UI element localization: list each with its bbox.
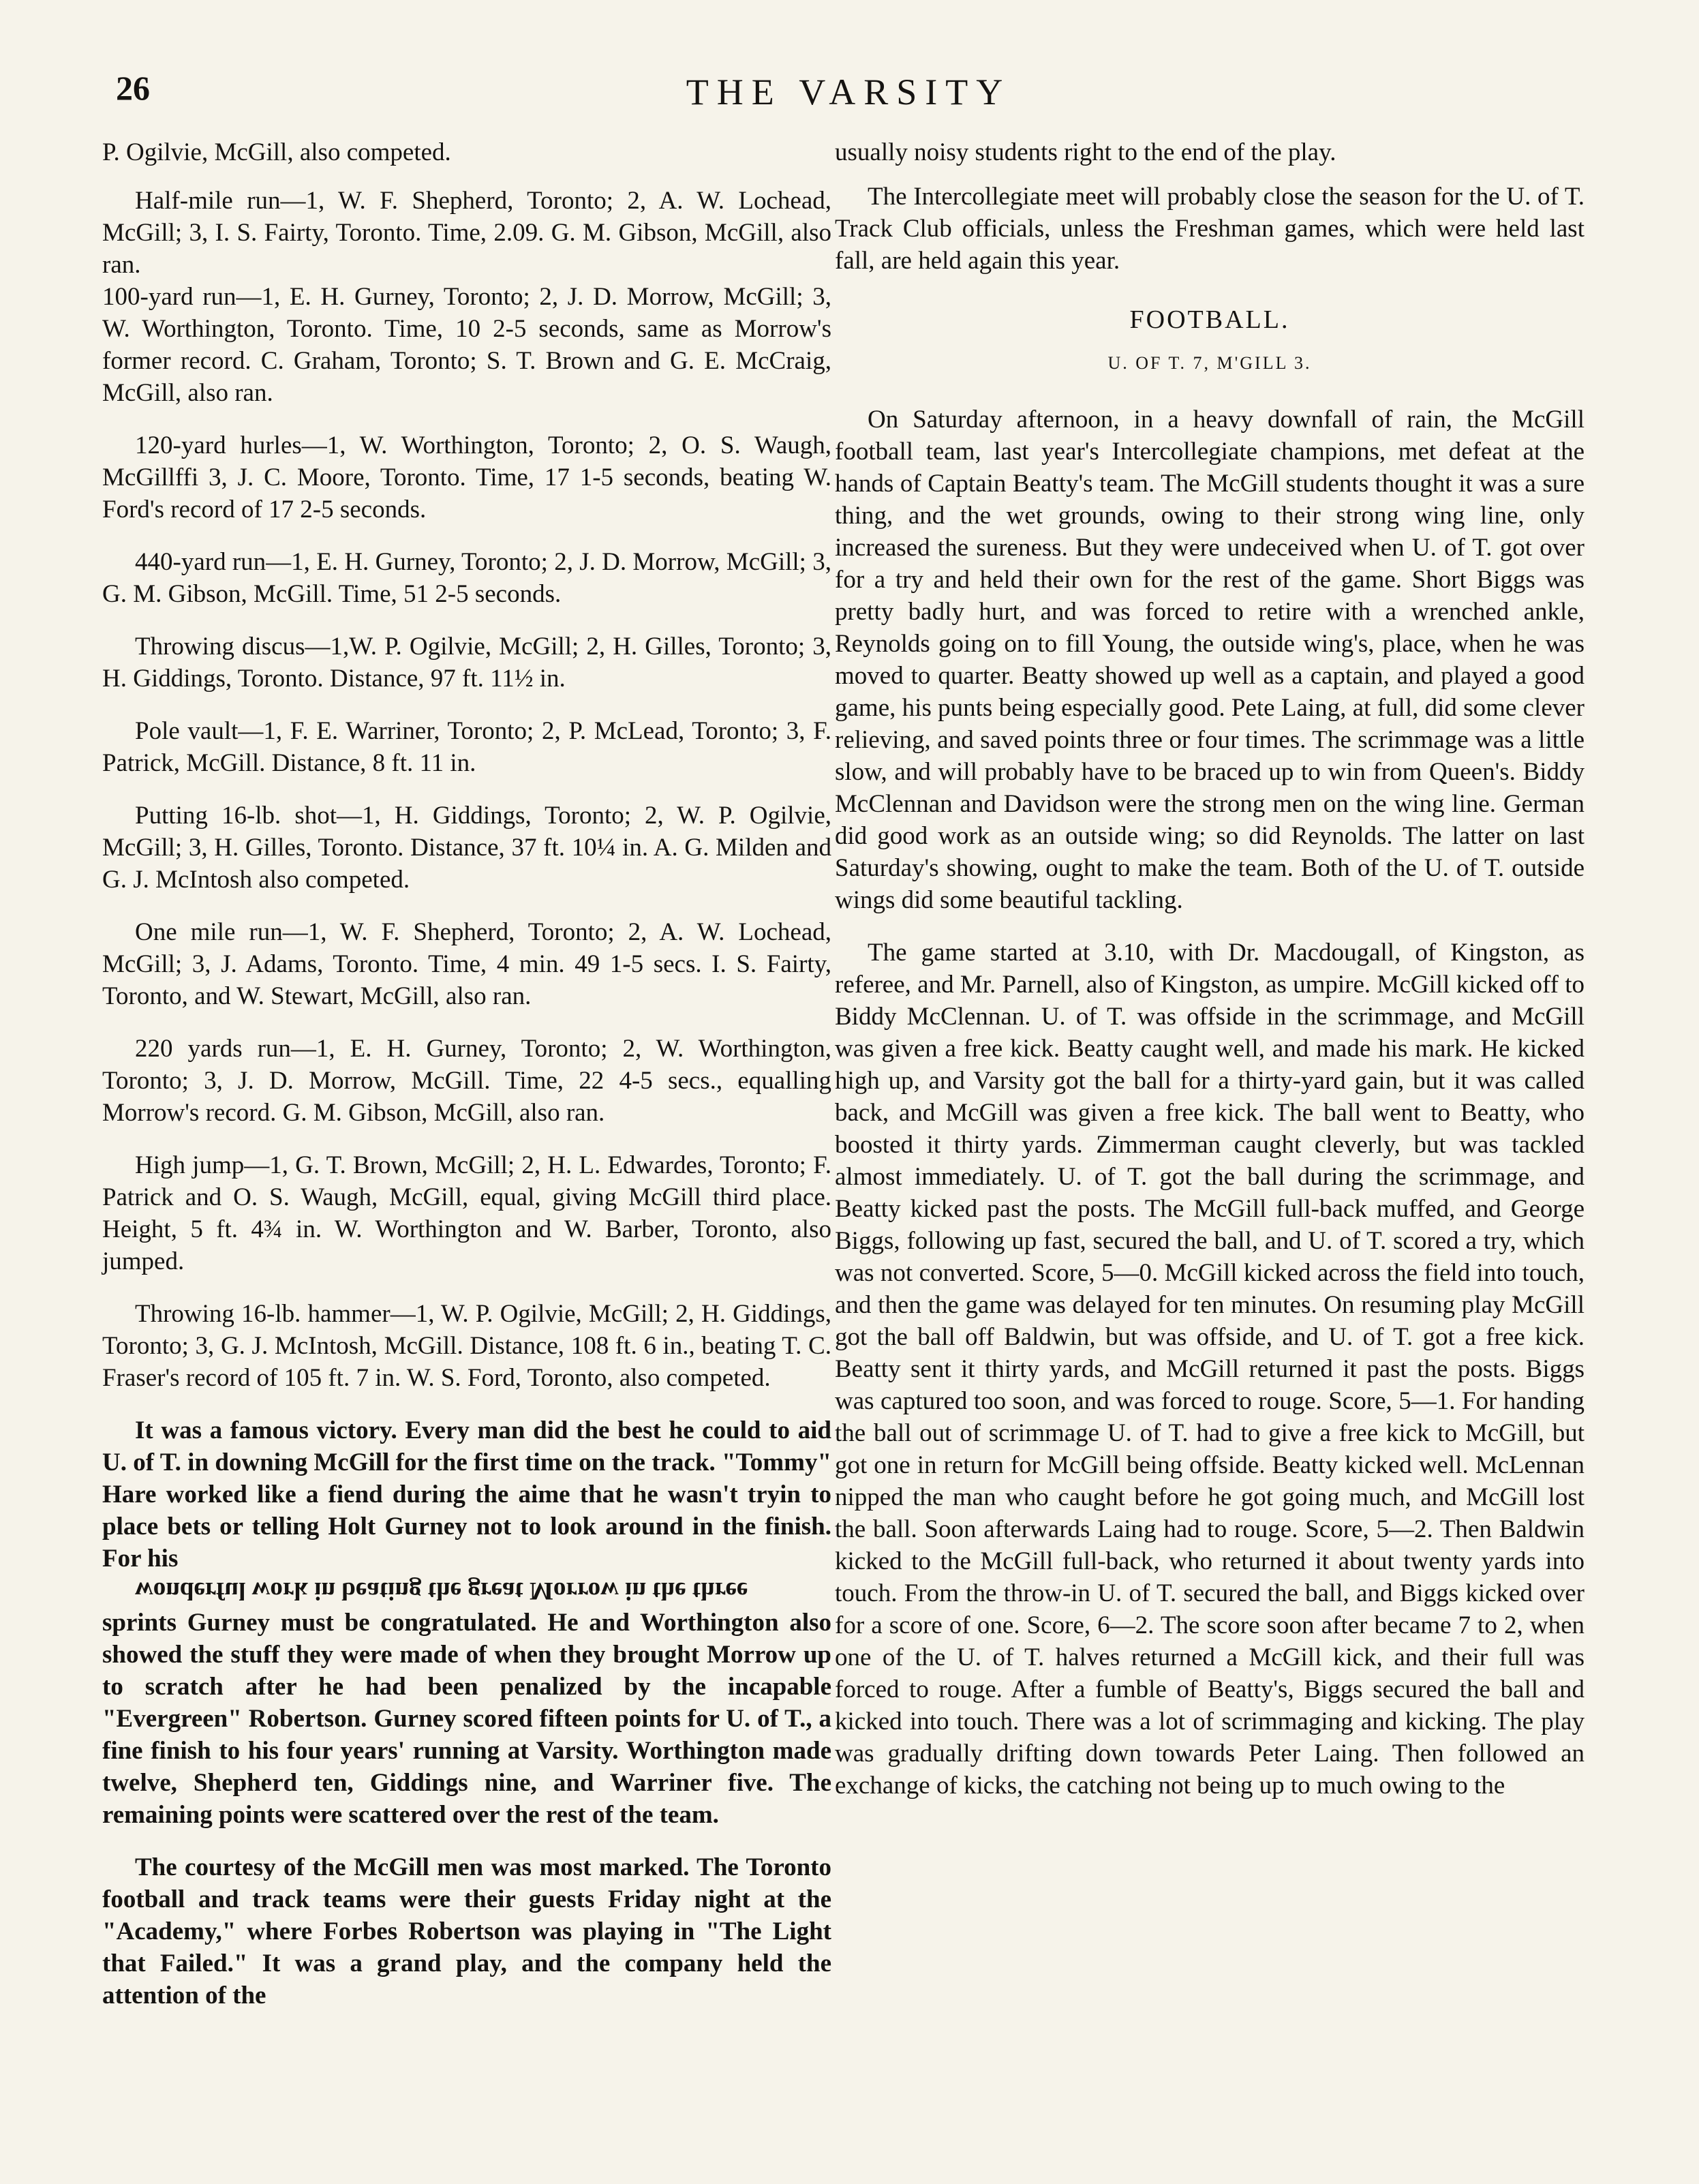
result-paragraph: Half-mile run—1, W. F. Shepherd, Toronto; 2, A. W. Lochead, McGill; 3, I. S. Fairty, Toronto. Time, 2.09. G. M. Gibson, McGill, also ran. — [102, 187, 831, 279]
victory-text-part1: It was a famous victory. Every man did the best he could to aid U. of T. in downing McGill for the first time on the track. "Tommy" Hare worked like a fiend during the aime that he wasn't tryin to place bets or telling Holt Gurney not to look around in the finish. For his — [102, 1416, 831, 1573]
courtesy-paragraph: The courtesy of the McGill men was most marked. The Toronto football and track teams were their guests Friday night at the "Academy," where Forbes Robertson was playing in "The Light that Failed." It was a grand play, and the company held the attention of the — [102, 1853, 831, 2009]
left-column — [102, 136, 831, 2032]
result-paragraph: Throwing 16-lb. hammer—1, W. P. Ogilvie, McGill; 2, H. Giddings, Toronto; 3, G. J. McIntosh, McGill. Distance, 108 ft. 6 in., beating T. C. Fraser's record of 105 ft. 7 in. W. S. Ford, Toronto, also competed. — [102, 1300, 831, 1392]
football-paragraph: The game started at 3.10, with Dr. Macdougall, of Kingston, as referee, and Mr. Parnell, also of Kingston, as umpire. McGill kicked off to Biddy McClennan. U. of T. was offside in the scrimmage, and McGill was given a free kick. Beatty caught well, and made his mark. He kicked high up, and Varsity got the ball for a thirty-yard gain, but it was called back, and McGill was given a free kick. The ball went to Beatty, who boosted it thirty yards. Zimmerman caught cleverly, but was tackled almost immediately. U. of T. got the ball during the scrimmage, and Beatty kicked past the posts. The McGill full-back muffed, and George Biggs, following up fast, secured the ball, and U. of T. scored a try, which was not converted. Score, 5—0. McGill kicked across the field into touch, and then the game was delayed for ten minutes. On resuming play McGill got the ball off Baldwin, but was offside, and U. of T. got a free kick. Beatty sent it thirty yards, and McGill returned it past the posts. Biggs was captured too soon, and was forced to rouge. Score, 5—1. For handing the ball out of scrimmage U. of T. had to give a free kick to McGill, but got one in return for McGill being offside. Beatty kicked well. McLennan nipped the man who caught before he got going much, and McGill lost the ball. Soon afterwards Laing had to rouge. Score, 5—2. Then Baldwin kicked to the McGill full-back, who returned it about twenty yards into touch. From the throw-in U. of T. secured the ball, and Biggs kicked over for a score of one. Score, 6—2. The score soon after became 7 to 2, when one of the U. of T. halves returned a McGill kick, and their full was forced to rouge. After a fumble of Beatty's, Biggs secured the ball and kicked into touch. There was a lot of scrimmaging and kicking. The play was gradually drifting down towards Peter Laing. Then followed an exchange of kicks, the catching not being up to much owing to the — [835, 939, 1585, 1800]
victory-text-part2: sprints Gurney must be congratulated. He and Worthington also showed the stuff they were made of when they brought Morrow up to scratch after he had been penalized by the incapable "Evergreen" Robertson. Gurney scored fifteen points for U. of T., a fine finish to his four years' running at Varsity. Worthington made twelve, Shepherd ten, Giddings nine, and Warriner five. The remaining points were scattered over the rest of the team. — [102, 1609, 831, 1829]
result-paragraph: 440-yard run—1, E. H. Gurney, Toronto; 2, J. D. Morrow, McGill; 3, G. M. Gibson, McGill. Time, 51 2-5 seconds. — [102, 548, 831, 608]
intercollegiate-paragraph: The Intercollegiate meet will probably close the season for the U. of T. Track Club officials, unless the Freshman games, which were held last fall, are held again this year. — [835, 183, 1585, 275]
right-column — [835, 136, 1585, 1822]
football-paragraph: On Saturday afternoon, in a heavy downfall of rain, the McGill football team, last year's Intercollegiate champions, met defeat at the hands of Captain Beatty's team. The McGill students thought it was a sure thing, and the wet grounds, owing to their strong wing line, only increased the sureness. But they were undeceived when U. of T. got over for a try and held their own for the rest of the game. Short Biggs was pretty badly hurt, and was forced to retire with a wrenched ankle, Reynolds going on to fill Young, the outside wing's, place, when he was moved to quarter. Beatty showed up well as a captain, and played a good game, his punts being especially good. Pete Laing, at full, did some clever relieving, and saved points three or four times. The scrimmage was a little slow, and will probably have to be braced up to win from Queen's. Biddy McClennan and Davidson were the strong men on the wing line. German did good work as an outside wing; so did Reynolds. The latter on last Saturday's showing, ought to make the team. Both of the U. of T. outside wings did some beautiful tackling. — [835, 406, 1585, 914]
result-paragraph: P. Ogilvie, McGill, also competed. — [102, 138, 451, 166]
page-header — [109, 61, 1588, 123]
victory-paragraph — [102, 1414, 831, 1831]
running-title: THE VARSITY — [686, 72, 1011, 112]
result-paragraph: One mile run—1, W. F. Shepherd, Toronto; 2, A. W. Lochead, McGill; 3, J. Adams, Toronto. Time, 4 min. 49 1-5 secs. I. S. Fairty, Toronto, and W. Stewart, McGill, also ran. — [102, 918, 831, 1010]
page-number: 26 — [116, 69, 150, 107]
section-title: FOOTBALL. — [1129, 305, 1290, 334]
result-paragraph: 100-yard run—1, E. H. Gurney, Toronto; 2, J. D. Morrow, McGill; 3, W. Worthington, Toronto. Time, 10 2-5 seconds, same as Morrow's former record. C. Graham, Toronto; S. T. Brown and G. E. McCraig, McGill, also ran. — [102, 283, 831, 407]
inverted-line: wonderful work in beating the great Morrow in the three — [135, 1577, 748, 1605]
result-paragraph: 220 yards run—1, E. H. Gurney, Toronto; 2, W. Worthington, Toronto; 3, J. D. Morrow, McGill. Time, 22 4-5 secs., equalling Morrow's record. G. M. Gibson, McGill, also ran. — [102, 1035, 831, 1127]
section-subtitle: U. OF T. 7, M'GILL 3. — [1107, 353, 1312, 373]
result-paragraph: High jump—1, G. T. Brown, McGill; 2, H. L. Edwardes, Toronto; F. Patrick and O. S. Waugh, McGill, equal, giving McGill third place. Height, 5 ft. 4¾ in. W. Worthington and W. Barber, Toronto, also jumped. — [102, 1151, 831, 1275]
result-paragraph: Putting 16-lb. shot—1, H. Giddings, Toronto; 2, W. P. Ogilvie, McGill; 3, H. Gilles, Toronto. Distance, 37 ft. 10¼ in. A. G. Milden and G. J. McIntosh also competed. — [102, 802, 831, 894]
result-paragraph: Throwing discus—1,W. P. Ogilvie, McGill; 2, H. Gilles, Toronto; 3, H. Giddings, Toronto. Distance, 97 ft. 11½ in. — [102, 633, 831, 693]
result-paragraph: Pole vault—1, F. E. Warriner, Toronto; 2, P. McLead, Toronto; 3, F. Patrick, McGill. Distance, 8 ft. 11 in. — [102, 717, 831, 777]
result-paragraph: 120-yard hurles—1, W. Worthington, Toronto; 2, O. S. Waugh, McGillffi 3, J. C. Moore, Toronto. Time, 17 1-5 seconds, beating W. Ford's record of 17 2-5 seconds. — [102, 431, 831, 524]
continued-paragraph: usually noisy students right to the end of the play. — [835, 138, 1336, 166]
